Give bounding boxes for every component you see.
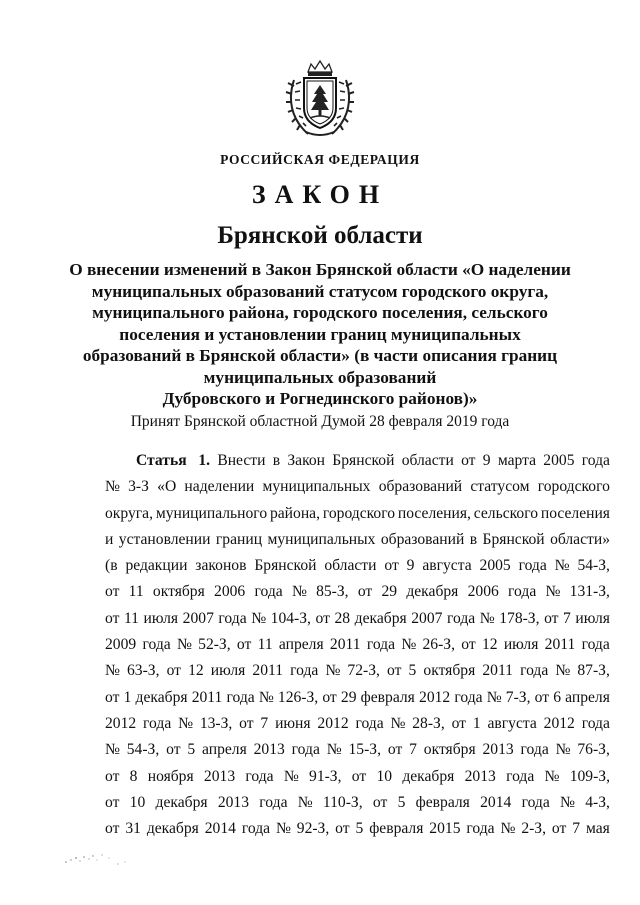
article-word: № [390, 714, 406, 732]
article-word: 7 [572, 820, 581, 838]
article-word: года [466, 820, 495, 838]
article-word: 2012 [543, 714, 575, 732]
article-word: года [355, 714, 384, 732]
article-line [105, 737, 610, 763]
article-word: ноября [147, 767, 194, 785]
article-word: 1 [123, 688, 132, 706]
article-word: 12 [481, 636, 498, 654]
article-word: от [461, 452, 476, 469]
article-word: 87-З, [577, 662, 610, 680]
article-word: № [560, 793, 575, 811]
article-word: Брянской [254, 557, 317, 575]
article-word: декабря [135, 688, 188, 706]
article-word: № [479, 609, 495, 627]
article-word: декабря [354, 609, 407, 627]
article-word: от [461, 636, 476, 654]
article-word: от [357, 583, 373, 601]
article-word: года [291, 741, 320, 759]
article-word: образований [380, 530, 465, 548]
article-word: 2-З, [521, 820, 547, 838]
article-word: года [254, 583, 283, 601]
article-word: от [105, 583, 120, 601]
article-word: 9 [482, 452, 491, 469]
article-word: Брянской [482, 530, 545, 548]
article-word: 2012 [419, 688, 451, 706]
article-word: апреля [565, 688, 610, 706]
article-line [105, 658, 610, 684]
article-word: от [105, 793, 120, 811]
article-word: 109-З, [569, 767, 610, 785]
article-line [105, 527, 610, 553]
article-word: № [555, 741, 571, 759]
article-word: 2011 [482, 662, 513, 680]
article-word: 7 [563, 609, 571, 627]
article-word: февраля [360, 688, 415, 706]
article-word: от [239, 714, 254, 732]
article-word: № [105, 662, 120, 680]
article-word: 126-З, [277, 688, 319, 706]
article-word: 2013 [482, 741, 514, 759]
article-word: № [554, 557, 570, 575]
article-word: июля [210, 662, 246, 680]
article-word: 92-З, [296, 820, 330, 838]
article-word: 2011 [252, 662, 284, 680]
article-word: апреля [278, 636, 324, 654]
article-word: наделении [184, 478, 255, 496]
article-word: 11 [128, 583, 144, 601]
article-word: от [105, 688, 120, 706]
article-word: октября [423, 662, 476, 680]
article-word: 29 [381, 583, 398, 601]
article-word: № [251, 609, 267, 627]
subject-line: муниципального района, городского поселения, сельского [92, 303, 548, 322]
article-word: района, [269, 504, 320, 522]
article-word: 6 [553, 688, 561, 706]
article-word: июля [575, 609, 610, 627]
article-word: № [297, 793, 313, 811]
article-word: 1 [472, 714, 481, 732]
article-word: 2012 [105, 714, 137, 732]
article-word: года [520, 662, 549, 680]
article-word: 2014 [204, 820, 236, 838]
region-heading: Брянской области [217, 222, 423, 249]
article-word: от [534, 688, 550, 706]
subject-line: поселения и установлении границ муниципальных [119, 324, 521, 344]
article-word: 2013 [217, 793, 250, 811]
article-word: 2011 [544, 636, 576, 654]
article-word: установлении [118, 530, 211, 548]
article-word: года [506, 767, 535, 785]
article-word: области [401, 452, 454, 469]
article-word: 11 [123, 609, 139, 627]
article-word: 31 [125, 820, 141, 838]
article-word: от [105, 820, 120, 838]
article-word: 2013 [464, 767, 496, 785]
article-word: редакции [125, 557, 188, 575]
article-word: поселения [540, 504, 610, 522]
article-word: августа [422, 557, 472, 575]
article-word: декабря [402, 767, 455, 785]
article-word: области [324, 557, 377, 575]
document-type-heading: ЗАКОН [251, 180, 389, 209]
article-word: 4-З, [585, 793, 610, 811]
article-word: № [326, 741, 342, 759]
article-line [105, 711, 610, 737]
article-word: от [351, 767, 367, 785]
article-word: 76-З, [577, 741, 610, 759]
article-word: от [322, 688, 337, 706]
article-word: 2006 [467, 583, 499, 601]
article-word: 10 [376, 767, 393, 785]
article-word: № [555, 662, 571, 680]
article-word: 2005 [479, 557, 511, 575]
article-line [105, 579, 610, 605]
article-word: законов [195, 557, 247, 575]
article-word: года [290, 662, 319, 680]
article-word: 2006 [214, 583, 246, 601]
article-word: «О [157, 478, 177, 496]
article-word: 72-З, [347, 662, 380, 680]
article-word: городского [322, 504, 396, 522]
article-word: года [454, 688, 483, 706]
article-word: 131-З, [569, 583, 610, 601]
article-word: 2009 [105, 636, 137, 654]
article-word: от [372, 793, 388, 811]
article-word: 2013 [253, 741, 285, 759]
article-1-text [105, 448, 610, 842]
article-word: июля [503, 636, 539, 654]
article-word: № [544, 767, 560, 785]
subject-line: О внесении изменений в Закон Брянской области «О наделении [69, 260, 571, 279]
article-word: в [469, 530, 478, 548]
article-word: образований [378, 478, 463, 496]
article-line [105, 816, 610, 842]
article-word: года [245, 767, 274, 785]
article-word: от [236, 636, 252, 654]
article-word: года [259, 793, 288, 811]
subject-line: муниципальных образований статусом городского округа, [91, 281, 549, 301]
article-word: июня [275, 714, 311, 732]
article-word: № [176, 636, 192, 654]
article-line [105, 448, 610, 474]
article-word: 5 [355, 820, 364, 838]
article-word: 2014 [480, 793, 512, 811]
article-word: 2007 [411, 609, 443, 627]
article-line [105, 685, 610, 711]
article-word: года [143, 714, 172, 732]
article-line [105, 632, 610, 658]
article-word: мая [585, 820, 610, 838]
article-line [105, 606, 610, 632]
article-line [105, 790, 610, 816]
article-word: 54-З, [126, 741, 160, 759]
article-word: статусом [470, 478, 530, 496]
article-word: 178-З, [499, 609, 540, 627]
article-word: городского [537, 478, 610, 496]
article-word: года [226, 688, 255, 706]
article-word: года [241, 820, 271, 838]
article-word: от [451, 714, 466, 732]
article-word: года [581, 636, 610, 654]
article-word: № [275, 820, 291, 838]
article-word: 104-З, [270, 609, 311, 627]
article-word: № [258, 688, 274, 706]
article-line [105, 764, 610, 790]
article-word: 7 [260, 714, 269, 732]
article-word: октября [423, 741, 476, 759]
article-word: № [325, 662, 341, 680]
article-word: 2015 [429, 820, 461, 838]
article-word: от [166, 741, 181, 759]
article-word: года [521, 793, 550, 811]
article-word: 7 [409, 741, 417, 759]
article-word: 9 [406, 557, 415, 575]
article-word: года [520, 741, 549, 759]
article-word: 29 [340, 688, 357, 706]
article-word: 3-З [128, 478, 149, 496]
article-word: года [581, 714, 610, 732]
article-word: 5 [408, 662, 417, 680]
article-word: 13-З, [199, 714, 233, 732]
article-word: 85-З, [316, 583, 349, 601]
article-word: от [387, 741, 403, 759]
article-word: апреля [202, 741, 247, 759]
article-word: года [446, 609, 476, 627]
article-word: № [105, 478, 120, 496]
article-word: № [178, 714, 193, 732]
article-word: от [105, 609, 120, 627]
article-word: 5 [187, 741, 196, 759]
article-word: 2005 [543, 452, 575, 469]
article-word: области» [550, 530, 610, 548]
article-word: февраля [415, 793, 470, 811]
article-word: 2012 [317, 714, 349, 732]
article-word: муниципального [155, 504, 268, 522]
federation-heading: РОССИЙСКАЯ ФЕДЕРАЦИЯ [220, 152, 420, 167]
scan-artifact [62, 846, 142, 870]
article-word: № [401, 636, 417, 654]
article-word: декабря [155, 793, 208, 811]
article-word: № [486, 688, 502, 706]
article-word: декабря [406, 583, 459, 601]
article-word: 11 [257, 636, 273, 654]
article-word: 91-З, [309, 767, 342, 785]
article-word: от [105, 767, 120, 785]
article-word: года [581, 452, 610, 469]
article-word: от [387, 662, 402, 680]
article-word: от [544, 609, 559, 627]
article-word: года [142, 636, 171, 654]
article-word: в [272, 452, 281, 469]
article-word: поселения, [397, 504, 471, 522]
article-word: от [166, 662, 181, 680]
article-word: сельского [473, 504, 538, 522]
article-word: года [518, 557, 547, 575]
article-word: 52-З, [198, 636, 231, 654]
article-word: 12 [188, 662, 204, 680]
article-word: муниципальных [267, 530, 376, 548]
article-word: от [384, 557, 399, 575]
article-line [105, 474, 610, 500]
adoption-note: Принят Брянской областной Думой 28 февраля 2019 года [130, 413, 510, 430]
article-word: 2007 [182, 609, 214, 627]
article-word: 28 [334, 609, 351, 627]
article-line [105, 553, 610, 579]
article-word: округа, [105, 504, 153, 522]
article-word: 10 [129, 793, 146, 811]
article-word: 63-З, [126, 662, 160, 680]
article-word: августа [487, 714, 537, 732]
coat-of-arms-icon [284, 58, 356, 140]
article-word: Внести [217, 452, 266, 469]
subject-line: муниципальных образований [203, 367, 437, 387]
article-word: № [500, 820, 516, 838]
article-word: 7-З, [505, 688, 531, 706]
article-word: 5 [397, 793, 406, 811]
article-word: декабря [146, 820, 199, 838]
article-word: № [291, 583, 307, 601]
article-word: 2013 [203, 767, 236, 785]
article-word: года [508, 583, 537, 601]
article-word: Закон [287, 452, 326, 469]
article-word: 54-З, [577, 557, 610, 575]
article-word: границ [215, 530, 263, 548]
article-word: 15-З, [348, 741, 381, 759]
article-word: от [315, 609, 330, 627]
article-word: октября [152, 583, 205, 601]
article-word: от [335, 820, 350, 838]
subject-line: образований в Брянской области» (в части описания границ [82, 346, 558, 365]
article-word: марта [497, 452, 537, 469]
article-word: 28-З, [412, 714, 445, 732]
article-word: года [218, 609, 247, 627]
article-word: № [105, 741, 120, 759]
article-word: 2011 [329, 636, 361, 654]
article-word: февраля [369, 820, 424, 838]
article-word: № [545, 583, 561, 601]
article-word: и [105, 530, 114, 548]
article-word: 8 [129, 767, 138, 785]
law-subject-title [0, 259, 640, 410]
article-line [105, 501, 610, 527]
article-word: муниципальных [262, 478, 371, 496]
article-word: от [551, 820, 567, 838]
article-label: Статья 1. [136, 452, 211, 469]
article-word: Брянской [332, 452, 395, 469]
article-word: года [366, 636, 396, 654]
article-word: (в [105, 557, 118, 575]
article-word: июля [143, 609, 179, 627]
article-word: 26-З, [422, 636, 455, 654]
article-word: 2011 [191, 688, 223, 706]
article-word: № [283, 767, 299, 785]
subject-line: Дубровского и Рогнединского районов)» [162, 389, 478, 408]
article-word: 110-З, [322, 793, 363, 811]
